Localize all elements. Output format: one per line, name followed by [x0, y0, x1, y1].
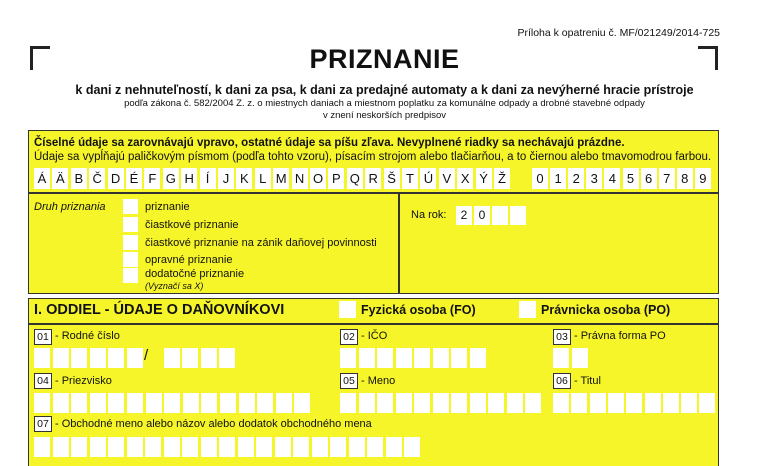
char-cell[interactable]: [525, 393, 541, 413]
char-cell[interactable]: [145, 437, 161, 457]
char-cell[interactable]: [488, 393, 504, 413]
declaration-divider: [398, 194, 400, 293]
char-cell[interactable]: [404, 437, 420, 457]
char-cell[interactable]: [414, 348, 430, 368]
sample-digit: 1: [550, 168, 566, 189]
char-cell[interactable]: [34, 437, 50, 457]
char-cell[interactable]: [451, 393, 467, 413]
sample-letter: Ú: [420, 168, 436, 189]
char-cell[interactable]: [108, 437, 124, 457]
checkbox-ciastkove-priznanie[interactable]: [123, 217, 138, 232]
form-reference: Príloha k opatreniu č. MF/021249/2014-725: [517, 27, 720, 39]
char-cell[interactable]: [451, 348, 467, 368]
option-ciastkove-priznanie: čiastkové priznanie: [145, 219, 239, 231]
char-cell[interactable]: [377, 348, 393, 368]
option-ciastkove-zanik: čiastkové priznanie na zánik daňovej povinnosti: [145, 237, 377, 249]
field-01-number: 01: [34, 329, 52, 345]
sample-digit: 9: [695, 168, 711, 189]
char-cell[interactable]: [507, 393, 523, 413]
char-cell[interactable]: [219, 348, 235, 368]
char-cell[interactable]: [71, 348, 87, 368]
char-cell[interactable]: [470, 393, 486, 413]
sample-digit: 7: [659, 168, 675, 189]
char-cell[interactable]: [681, 393, 697, 413]
char-cell[interactable]: [433, 393, 449, 413]
char-cell[interactable]: [53, 393, 69, 413]
char-cell[interactable]: [367, 437, 383, 457]
char-cell[interactable]: [127, 348, 143, 368]
char-cell[interactable]: [182, 437, 198, 457]
char-cell[interactable]: [90, 393, 106, 413]
char-cell[interactable]: [330, 437, 346, 457]
sample-letter: B: [71, 168, 87, 189]
field-02-number: 02: [340, 329, 358, 345]
char-cell[interactable]: [127, 393, 143, 413]
char-cell[interactable]: [53, 437, 69, 457]
law-reference-line1: podľa zákona č. 582/2004 Z. z. o miestnych daniach a miestnom poplatku za komunálne odpady a drobné stavebné odpady: [124, 98, 645, 109]
sample-letter: Ž: [494, 168, 510, 189]
char-cell[interactable]: [553, 348, 569, 368]
char-cell[interactable]: [377, 393, 393, 413]
char-cell[interactable]: [293, 437, 309, 457]
sample-letter: M: [273, 168, 289, 189]
char-cell[interactable]: [164, 437, 180, 457]
char-cell[interactable]: [201, 348, 217, 368]
char-cell[interactable]: [146, 393, 162, 413]
sample-letter: X: [457, 168, 473, 189]
sample-letter: P: [328, 168, 344, 189]
year-label: Na rok:: [411, 209, 447, 221]
year-digit-2[interactable]: 0: [474, 206, 490, 225]
sample-digit: 8: [677, 168, 693, 189]
char-cell[interactable]: [220, 393, 236, 413]
field-05-number: 05: [340, 373, 358, 389]
sample-digit: 0: [532, 168, 548, 189]
char-cell[interactable]: [256, 437, 272, 457]
section-1-title: I. ODDIEL - ÚDAJE O DAŇOVNÍKOVI: [34, 302, 285, 318]
section-1-divider: [28, 323, 719, 325]
char-cell[interactable]: [275, 437, 291, 457]
year-digit-4[interactable]: [510, 206, 526, 225]
char-cell[interactable]: [349, 437, 365, 457]
char-cell[interactable]: [108, 348, 124, 368]
field-06-label: - Titul: [574, 375, 601, 387]
sample-letter: Ý: [476, 168, 492, 189]
field-05-label: - Meno: [361, 375, 396, 387]
char-cell[interactable]: [90, 348, 106, 368]
sample-digit: 5: [623, 168, 639, 189]
char-cell[interactable]: [127, 437, 143, 457]
declaration-type-label: Druh priznania: [34, 201, 106, 213]
field-04-number: 04: [34, 373, 52, 389]
sample-digit: 2: [568, 168, 584, 189]
checkbox-opravne-priznanie[interactable]: [123, 252, 138, 267]
sample-letter: O: [310, 168, 326, 189]
char-cell[interactable]: [699, 393, 715, 413]
sample-letter: Š: [384, 168, 400, 189]
law-reference-line2: v znení neskorších predpisov: [322, 110, 447, 121]
char-cell[interactable]: [182, 348, 198, 368]
sample-letter: H: [181, 168, 197, 189]
checkbox-priznanie[interactable]: [123, 199, 138, 214]
char-cell[interactable]: [433, 348, 449, 368]
char-cell[interactable]: [90, 437, 106, 457]
instructions-line2: Údaje sa vypĺňajú paličkovým písmom (podľa tohto vzoru), písacím strojom alebo tlačiarňou, a to čiernou alebo tmavomodrou farbou.: [34, 151, 712, 163]
sample-letter: D: [108, 168, 124, 189]
instructions-line1: Číselné údaje sa zarovnávajú vpravo, ostatné údaje sa píšu zľava. Nevyplnené riadky sa nechávajú prázdne.: [34, 137, 625, 149]
char-cell[interactable]: [470, 348, 486, 368]
char-cell[interactable]: [276, 393, 292, 413]
char-cell[interactable]: [608, 393, 624, 413]
checkbox-fyzicka-osoba[interactable]: [339, 301, 356, 318]
field-01-label: - Rodné číslo: [55, 330, 120, 342]
sample-letter: R: [365, 168, 381, 189]
char-cell[interactable]: [53, 348, 69, 368]
sample-digit: 6: [641, 168, 657, 189]
sample-letter: J: [218, 168, 234, 189]
sample-letter: K: [236, 168, 252, 189]
char-cell[interactable]: [359, 393, 375, 413]
checkbox-dodatocne-priznanie[interactable]: [123, 268, 138, 283]
char-cell[interactable]: [590, 393, 606, 413]
sample-digit: 4: [604, 168, 620, 189]
sample-letter: N: [292, 168, 308, 189]
char-cell[interactable]: [396, 393, 412, 413]
char-cell[interactable]: [219, 437, 235, 457]
char-cell[interactable]: [553, 393, 569, 413]
sample-letter: L: [255, 168, 271, 189]
option-opravne-priznanie: opravné priznanie: [145, 254, 233, 266]
option-priznanie: priznanie: [145, 201, 190, 213]
char-cell[interactable]: [108, 393, 124, 413]
field-03-label: - Právna forma PO: [574, 330, 666, 342]
char-cell[interactable]: [626, 393, 642, 413]
char-cell[interactable]: [239, 393, 255, 413]
char-cell[interactable]: [71, 437, 87, 457]
char-cell[interactable]: [164, 348, 180, 368]
year-digit-3[interactable]: [492, 206, 508, 225]
fyzicka-osoba-label: Fyzická osoba (FO): [361, 303, 476, 317]
mark-with-x-note: (Vyznačí sa X): [145, 281, 204, 291]
year-digit-1[interactable]: 2: [456, 206, 472, 225]
checkbox-pravnicka-osoba[interactable]: [519, 301, 536, 318]
char-cell[interactable]: [340, 393, 356, 413]
sample-letter: Č: [89, 168, 105, 189]
char-cell[interactable]: [71, 393, 87, 413]
char-cell[interactable]: [34, 393, 50, 413]
option-dodatocne-priznanie: dodatočné priznanie: [145, 268, 245, 280]
form-subtitle: k dani z nehnuteľností, k dani za psa, k dani za predajné automaty a k dani za nevýherné hracie prístroje: [75, 83, 694, 97]
char-cell[interactable]: [164, 393, 180, 413]
char-cell[interactable]: [571, 393, 587, 413]
sample-letter: Í: [200, 168, 216, 189]
sample-letter: Á: [34, 168, 50, 189]
field-07-label: - Obchodné meno alebo názov alebo dodatok obchodného mena: [55, 418, 372, 430]
char-cell[interactable]: [183, 393, 199, 413]
field-07-number: 07: [34, 416, 52, 432]
sample-letter: Q: [347, 168, 363, 189]
char-cell[interactable]: [201, 393, 217, 413]
field-04-label: - Priezvisko: [55, 375, 112, 387]
form-title: PRIZNANIE: [309, 44, 460, 74]
char-cell[interactable]: [572, 348, 588, 368]
sample-letter: V: [439, 168, 455, 189]
char-cell[interactable]: [34, 348, 50, 368]
sample-letter: G: [163, 168, 179, 189]
field-03-number: 03: [553, 329, 571, 345]
char-cell[interactable]: [312, 437, 328, 457]
char-cell[interactable]: [663, 393, 679, 413]
pravnicka-osoba-label: Právnicka osoba (PO): [541, 303, 671, 317]
char-cell[interactable]: [257, 393, 273, 413]
field-02-label: - IČO: [361, 330, 388, 342]
sample-letter: Ä: [52, 168, 68, 189]
char-cell[interactable]: [645, 393, 661, 413]
char-cell[interactable]: [414, 393, 430, 413]
checkbox-ciastkove-zanik[interactable]: [123, 235, 138, 250]
char-cell[interactable]: [359, 348, 375, 368]
char-cell[interactable]: [238, 437, 254, 457]
char-cell[interactable]: [386, 437, 402, 457]
char-cell[interactable]: [201, 437, 217, 457]
sample-letter: É: [126, 168, 142, 189]
sample-digit: 3: [586, 168, 602, 189]
char-cell[interactable]: [396, 348, 412, 368]
sample-letter: T: [402, 168, 418, 189]
char-cell[interactable]: [340, 348, 356, 368]
rodne-cislo-separator: /: [144, 347, 149, 364]
char-cell[interactable]: [294, 393, 310, 413]
field-06-number: 06: [553, 373, 571, 389]
sample-letter: F: [144, 168, 160, 189]
